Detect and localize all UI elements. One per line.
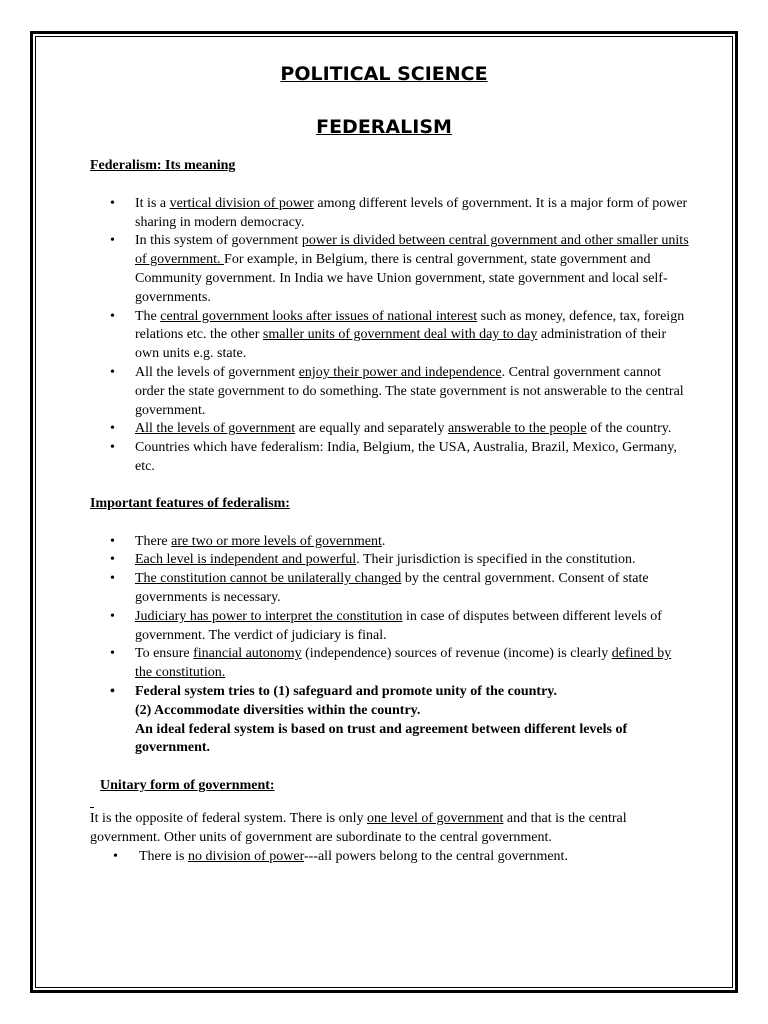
list-item: • The constitution cannot be unilaterally changed by the central government. Consent of state governments is necessary. (90, 570, 690, 608)
list-item: • Judiciary has power to interpret the constitution in case of disputes between different levels of government. The verdict of judiciary is final. (90, 608, 690, 646)
document-title: POLITICAL SCIENCE (280, 63, 488, 85)
list-item: • There is no division of power---all powers belong to the central government. (90, 848, 690, 867)
features-list (90, 533, 690, 759)
list-item: • All the levels of government enjoy their power and independence. Central government cannot order the state government to do something. The state government is not answerable to the central government. (90, 364, 690, 420)
document-page (90, 62, 690, 866)
section-heading-features: Important features of federalism: (90, 495, 290, 511)
list-item: • All the levels of government are equally and separately answerable to the people of the country. (90, 420, 690, 439)
list-item: • Countries which have federalism: India, Belgium, the USA, Australia, Brazil, Mexico, Germany, etc. (90, 439, 690, 477)
bold-line-2: (2) Accommodate diversities within the country. (135, 702, 421, 718)
list-item: • The central government looks after issues of national interest such as money, defence, tax, foreign relations etc. the other smaller units of government deal with day to day administration of their own units e.g. state. (90, 308, 690, 364)
list-item: • Each level is independent and powerful. Their jurisdiction is specified in the constitution. (90, 551, 690, 570)
list-item-bold (90, 683, 690, 758)
section-heading-unitary: Unitary form of government: (100, 778, 275, 794)
list-item: • It is a vertical division of power among different levels of government. It is a major form of power sharing in modern democracy. (90, 195, 690, 233)
list-item: • There are two or more levels of government. (90, 533, 690, 552)
meaning-list (90, 195, 690, 477)
section-heading-meaning: Federalism: Its meaning (90, 158, 236, 173)
unitary-paragraph: It is the opposite of federal system. There is only one level of government and that is the central government. Other units of government are subordinate to the central government. (90, 810, 627, 845)
bold-line-3: An ideal federal system is based on trust and agreement between different levels of government. (135, 721, 628, 756)
bold-line-1: Federal system tries to (1) safeguard and promote unity of the country. (135, 683, 558, 699)
document-subtitle: FEDERALISM (316, 116, 452, 138)
list-item: • In this system of government power is divided between central government and other smaller units of government. For example, in Belgium, there is central government, state government and Community government. In India we have Union government, state government and local self-governments. (90, 232, 690, 307)
unitary-list (90, 848, 690, 867)
underline-mark (90, 796, 690, 810)
list-item: • To ensure financial autonomy (independence) sources of revenue (income) is clearly defined by the constitution. (90, 645, 690, 683)
